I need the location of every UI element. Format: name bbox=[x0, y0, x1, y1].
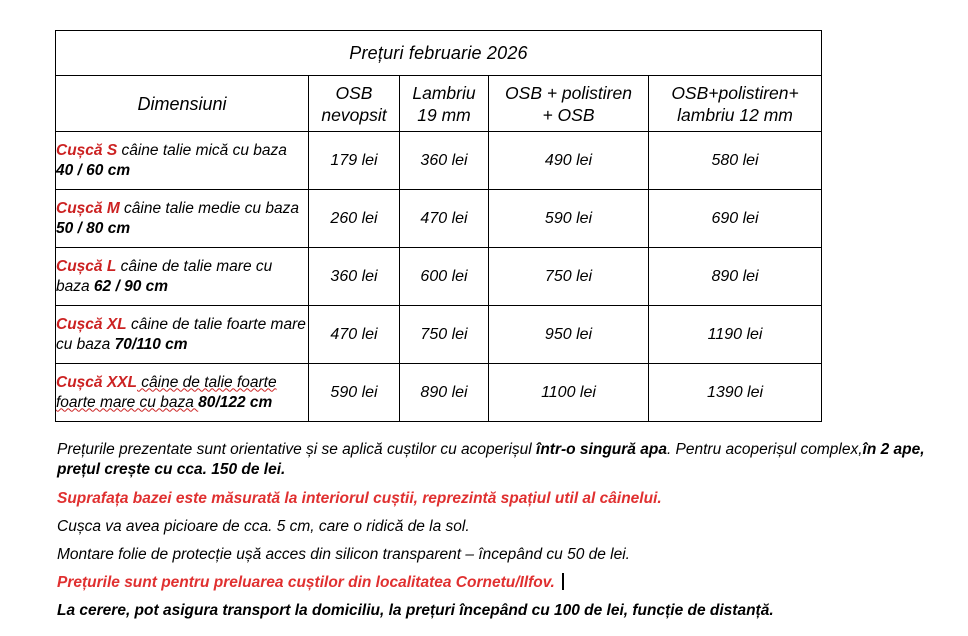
table-row bbox=[56, 132, 822, 190]
table-header-row bbox=[56, 76, 822, 132]
note-delivery: La cerere, pot asigura transport la domiciliu, la prețuri începând cu 100 de lei, funcție de distanță. bbox=[57, 602, 774, 619]
row-dimension-value: 62 / 90 cm bbox=[93, 277, 169, 295]
price-lambriu-19: 360 lei bbox=[400, 132, 489, 190]
column-header-osb-nevopsit-line2: nevopsit bbox=[321, 104, 387, 125]
price-osb-polistiren-lambriu: 1390 lei bbox=[649, 364, 822, 422]
price-lambriu-19: 890 lei bbox=[400, 364, 489, 422]
row-description-text: câine de talie mare cu baza bbox=[56, 257, 273, 295]
table-row bbox=[56, 306, 822, 364]
row-dimension-value: 70/110 cm bbox=[114, 335, 188, 353]
price-table bbox=[55, 30, 822, 422]
price-osb-polistiren-osb: 1100 lei bbox=[489, 364, 649, 422]
price-lambriu-19: 470 lei bbox=[400, 190, 489, 248]
row-description-text: câine de talie foarte mare cu baza bbox=[56, 315, 306, 353]
column-header-lambriu-19 bbox=[400, 76, 489, 132]
note-base-surface: Suprafața bazei este măsurată la interiorul cuștii, reprezintă spațiul util al câinelui. bbox=[57, 490, 662, 507]
row-model-label: Cușcă M bbox=[56, 199, 120, 217]
note-general-prices bbox=[57, 440, 937, 480]
table-row bbox=[56, 364, 822, 422]
price-osb-polistiren-osb: 950 lei bbox=[489, 306, 649, 364]
note-general-prices-bold1: într-o singură apa bbox=[536, 441, 667, 458]
price-osb-nevopsit: 470 lei bbox=[309, 306, 400, 364]
price-osb-nevopsit: 360 lei bbox=[309, 248, 400, 306]
column-header-osb-polistiren-osb bbox=[489, 76, 649, 132]
note-pickup-location bbox=[57, 573, 937, 593]
row-model-label: Cușcă XL bbox=[56, 315, 127, 333]
column-header-dimensiuni bbox=[56, 76, 309, 132]
row-dimension-value: 80/122 cm bbox=[198, 393, 273, 411]
table-row bbox=[56, 190, 822, 248]
page-title: Prețuri februarie 2026 bbox=[56, 31, 822, 76]
column-header-osb-nevopsit bbox=[309, 76, 400, 132]
price-osb-polistiren-lambriu: 580 lei bbox=[649, 132, 822, 190]
row-description bbox=[56, 364, 309, 422]
table-title-row bbox=[56, 31, 822, 76]
table-row bbox=[56, 248, 822, 306]
notes-section bbox=[57, 440, 937, 629]
price-osb-nevopsit: 179 lei bbox=[309, 132, 400, 190]
price-osb-polistiren-osb: 590 lei bbox=[489, 190, 649, 248]
price-lambriu-19: 750 lei bbox=[400, 306, 489, 364]
row-description bbox=[56, 248, 309, 306]
row-description-text: câine talie mică cu baza bbox=[117, 141, 287, 159]
column-header-osb-nevopsit-line1: OSB bbox=[335, 82, 373, 103]
column-header-osb-polistiren-lambriu bbox=[649, 76, 822, 132]
price-osb-polistiren-lambriu: 1190 lei bbox=[649, 306, 822, 364]
price-osb-polistiren-osb: 490 lei bbox=[489, 132, 649, 190]
price-osb-polistiren-lambriu: 690 lei bbox=[649, 190, 822, 248]
row-dimension-value: 50 / 80 cm bbox=[56, 219, 131, 237]
note-pickup-location-text: Prețurile sunt pentru preluarea cuștilor din localitatea Cornetu/Ilfov. bbox=[57, 574, 555, 591]
note-general-prices-part2: . Pentru acoperișul complex, bbox=[666, 441, 863, 458]
row-model-label: Cușcă S bbox=[56, 141, 118, 159]
price-osb-polistiren-osb: 750 lei bbox=[489, 248, 649, 306]
price-table-container bbox=[55, 30, 821, 422]
note-general-prices-bold2: în 2 ape, prețul crește cu cca. 150 de lei. bbox=[57, 441, 925, 478]
column-header-osb-polistiren-osb-line1: OSB + polistiren bbox=[505, 82, 632, 103]
row-description-text: câine de talie foarte foarte mare cu baza bbox=[56, 373, 277, 411]
row-dimension-value: 40 / 60 cm bbox=[56, 161, 131, 179]
text-cursor-caret bbox=[562, 573, 564, 590]
price-lambriu-19: 600 lei bbox=[400, 248, 489, 306]
row-description bbox=[56, 190, 309, 248]
row-model-label: Cușcă XXL bbox=[56, 373, 137, 391]
row-description-text: câine talie medie cu baza bbox=[119, 199, 299, 217]
price-osb-nevopsit: 260 lei bbox=[309, 190, 400, 248]
price-osb-polistiren-lambriu: 890 lei bbox=[649, 248, 822, 306]
note-legs: Cușca va avea picioare de cca. 5 cm, care o ridică de la sol. bbox=[57, 518, 470, 535]
row-model-label: Cușcă L bbox=[56, 257, 117, 275]
column-header-osb-polistiren-osb-line2: + OSB bbox=[542, 104, 595, 125]
price-osb-nevopsit: 590 lei bbox=[309, 364, 400, 422]
note-general-prices-part1: Prețurile prezentate sunt orientative și se aplică cuștilor cu acoperișul bbox=[57, 441, 537, 458]
row-description bbox=[56, 132, 309, 190]
column-header-osb-polistiren-lambriu-line1: OSB+polistiren+ bbox=[671, 82, 799, 103]
column-header-lambriu-19-line2: 19 mm bbox=[417, 104, 471, 125]
column-header-dimensiuni-line1: Dimensiuni bbox=[137, 93, 227, 114]
column-header-lambriu-19-line1: Lambriu bbox=[412, 82, 476, 103]
row-description bbox=[56, 306, 309, 364]
column-header-osb-polistiren-lambriu-line2: lambriu 12 mm bbox=[677, 104, 793, 125]
note-silicone-door: Montare folie de protecție ușă acces din silicon transparent – începând cu 50 de lei. bbox=[57, 546, 630, 563]
